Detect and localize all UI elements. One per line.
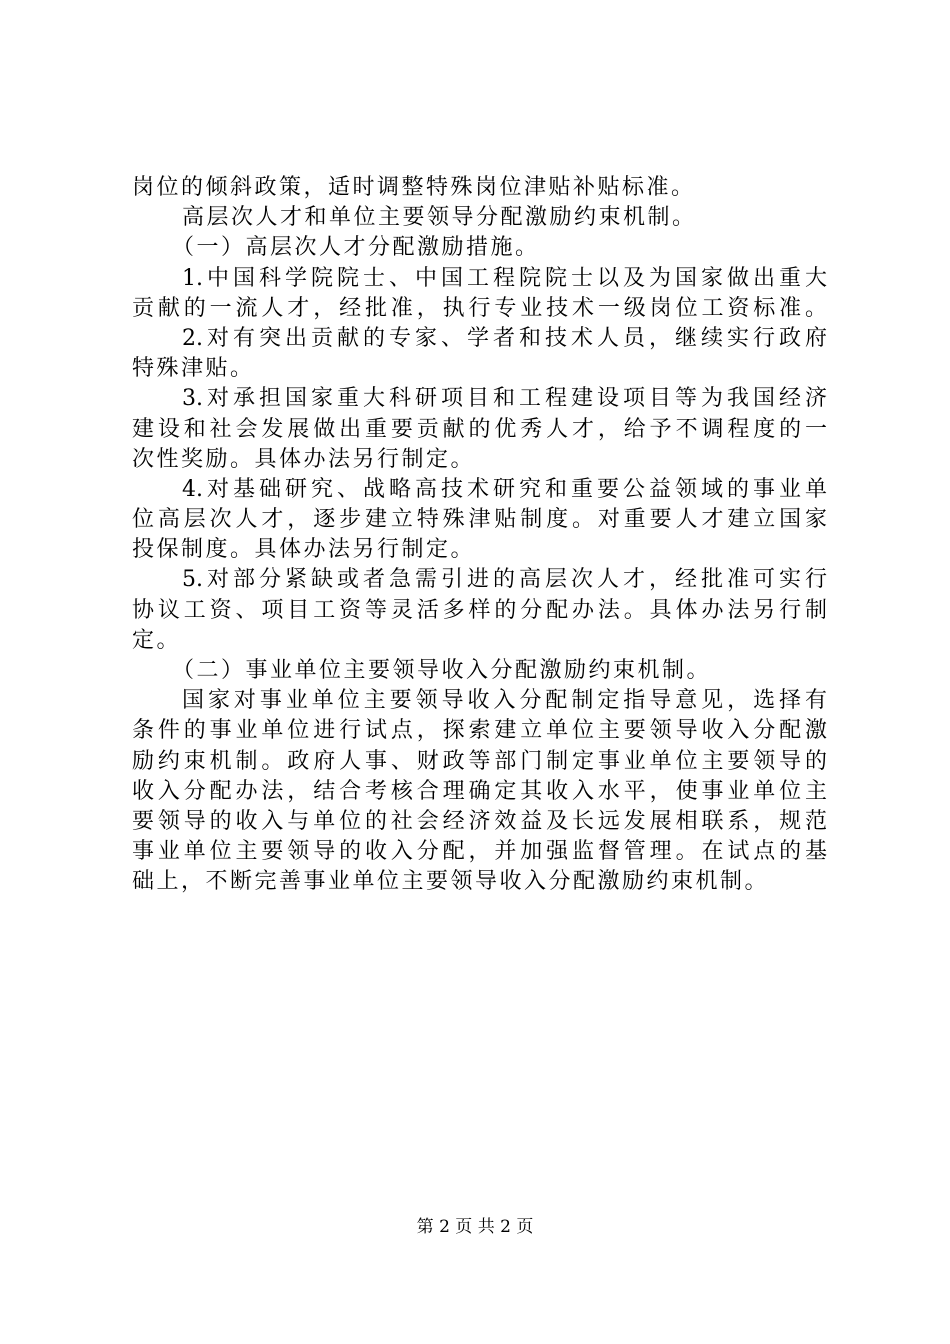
text-line: 条件的事业单位进行试点，探索建立单位主要领导收入分配激 <box>132 718 827 744</box>
subsection-heading: （一）高层次人才分配激励措施。 <box>172 235 540 261</box>
text-line: 3.对承担国家重大科研项目和工程建设项目等为我国经济 <box>182 386 827 412</box>
text-line: 励约束机制。政府人事、财政等部门制定事业单位主要领导的 <box>132 748 827 774</box>
text-line: 次性奖励。具体办法另行制定。 <box>132 446 476 472</box>
text-line: 定。 <box>132 627 182 653</box>
text-line: 国家对事业单位主要领导收入分配制定指导意见，选择有 <box>182 688 827 714</box>
text-line: 投保制度。具体办法另行制定。 <box>132 537 476 563</box>
subsection-heading: （二）事业单位主要领导收入分配激励约束机制。 <box>172 658 712 683</box>
text-line: 贡献的一流人才，经批准，执行专业技术一级岗位工资标准。 <box>132 295 827 321</box>
text-line: 建设和社会发展做出重要贡献的优秀人才，给予不调程度的一 <box>132 416 827 442</box>
text-line: 2.对有突出贡献的专家、学者和技术人员，继续实行政府 <box>182 325 827 351</box>
document-body <box>132 173 827 898</box>
text-line: 协议工资、项目工资等灵活多样的分配办法。具体办法另行制 <box>132 597 827 623</box>
text-line: 5.对部分紧缺或者急需引进的高层次人才，经批准可实行 <box>182 567 827 593</box>
page-number: 第 2 页 共 2 页 <box>416 1217 534 1237</box>
text-line: 收入分配办法，结合考核合理确定其收入水平，使事业单位主 <box>132 778 827 804</box>
text-line: 位高层次人才，逐步建立特殊津贴制度。对重要人才建立国家 <box>132 507 827 533</box>
text-line: 岗位的倾斜政策，适时调整特殊岗位津贴补贴标准。 <box>132 175 696 200</box>
text-line: 4.对基础研究、战略高技术研究和重要公益领域的事业单 <box>182 476 827 502</box>
section-heading: 高层次人才和单位主要领导分配激励约束机制。 <box>182 205 697 231</box>
text-line: 事业单位主要领导的收入分配，并加强监督管理。在试点的基 <box>132 839 827 865</box>
text-line: 要领导的收入与单位的社会经济效益及长远发展相联系，规范 <box>132 808 827 834</box>
text-line: 础上，不断完善事业单位主要领导收入分配激励约束机制。 <box>132 869 770 895</box>
text-line: 1.中国科学院院士、中国工程院院士以及为国家做出重大 <box>182 265 827 291</box>
text-line: 特殊津贴。 <box>132 356 255 382</box>
